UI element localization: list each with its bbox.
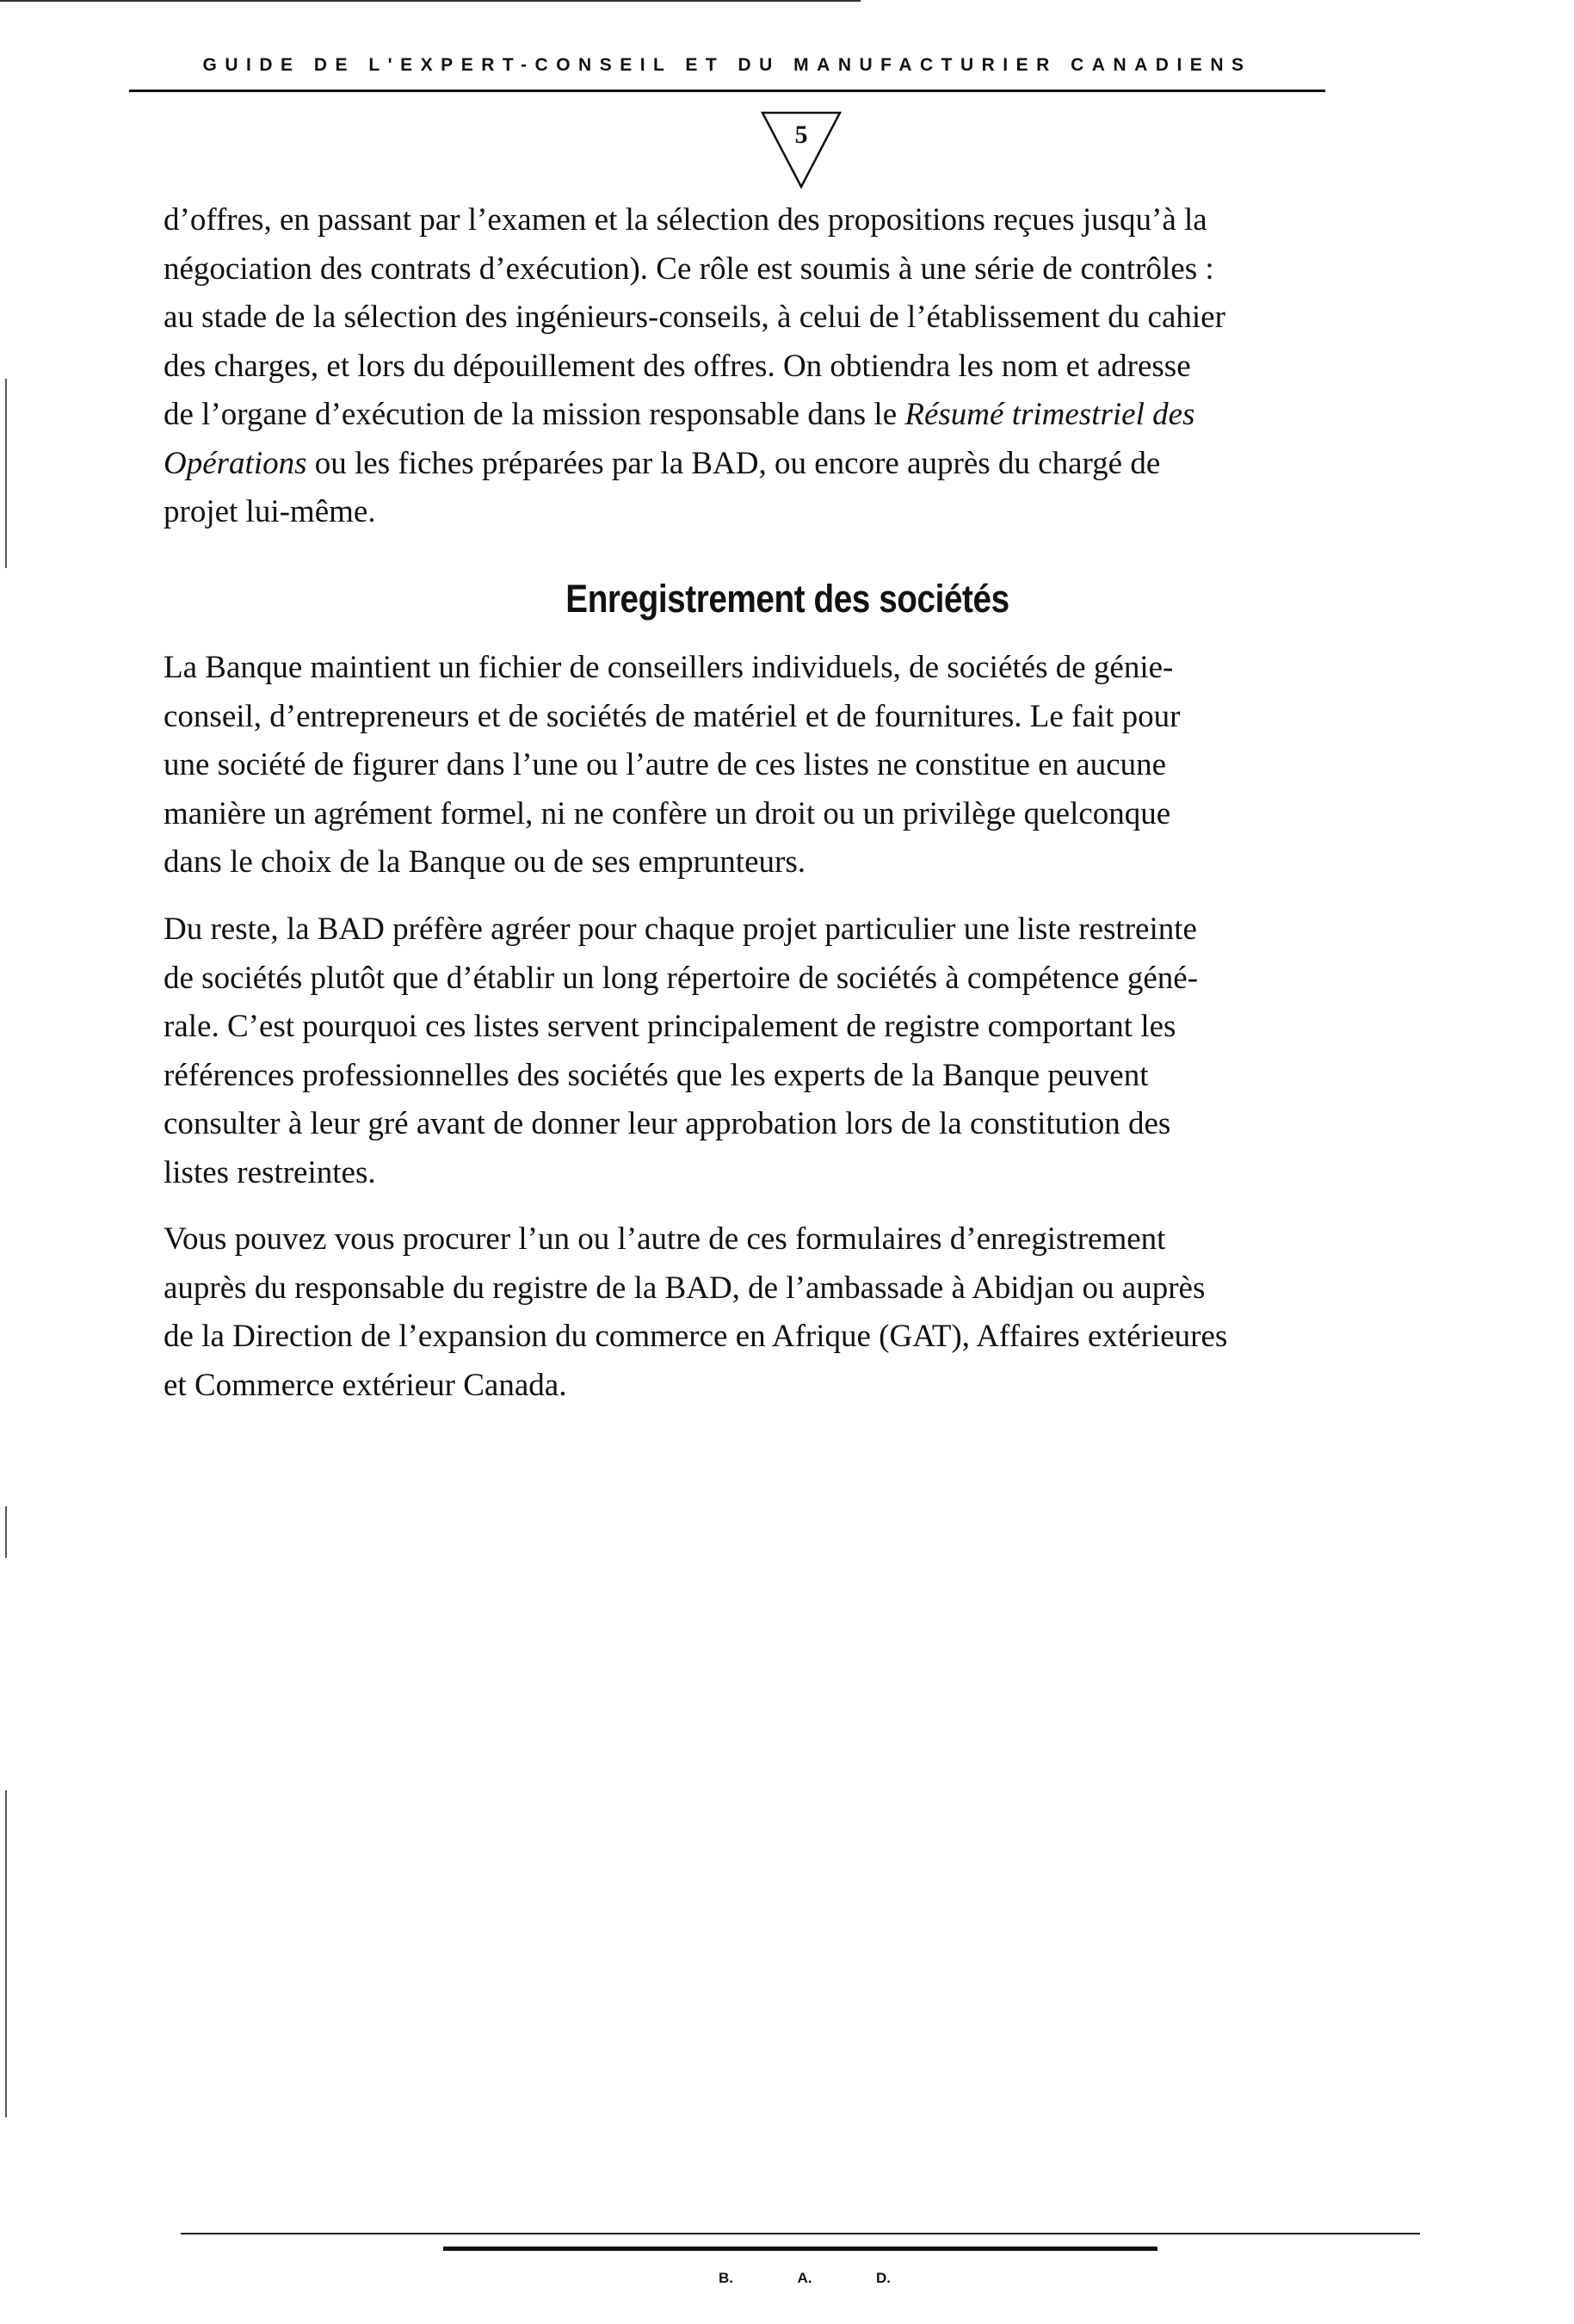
italic-title: Opérations	[164, 445, 307, 481]
top-edge-rule	[0, 0, 861, 2]
body-paragraph	[164, 644, 1411, 887]
page-number: 5	[794, 121, 808, 149]
text-line: une société de figurer dans l’une ou l’autre de ces listes ne constitue en aucune	[164, 747, 1167, 782]
text-segment: ou les fiches préparées par la BAD, ou encore auprès du chargé de	[314, 445, 1161, 481]
footer-initial: D.	[876, 2270, 891, 2286]
text-line: et Commerce extérieur Canada.	[164, 1367, 567, 1403]
text-line: manière un agrément formel, ni ne confère un droit ou un privilège quelconque	[164, 795, 1171, 831]
text-line: Du reste, la BAD préfère agréer pour chaque projet particulier une liste restreinte	[164, 912, 1197, 947]
running-header: GUIDE DE L'EXPERT-CONSEIL ET DU MANUFACTURIER CANADIENS	[202, 55, 1252, 75]
footer-rule-thick	[443, 2247, 1157, 2251]
text-line: listes restreintes.	[164, 1154, 376, 1190]
footer-initial: B.	[719, 2270, 733, 2286]
text-line	[164, 440, 1411, 489]
left-scan-edge	[5, 379, 7, 568]
text-line: Vous pouvez vous procurer l’un ou l’autre de ces formulaires d’enregistrement	[164, 1221, 1166, 1257]
italic-title: Résumé trimestriel des	[904, 397, 1195, 432]
text-line: de sociétés plutôt que d’établir un long répertoire de sociétés à compétence géné-	[164, 960, 1199, 996]
text-line	[164, 391, 1411, 440]
header-rule	[129, 90, 1325, 92]
footer-initial: A.	[797, 2270, 812, 2286]
text-line: conseil, d’entrepreneurs et de sociétés de matériel et de fournitures. Le fait pour	[164, 698, 1181, 734]
intro-paragraph	[164, 196, 1411, 537]
text-line: références professionnelles des sociétés que les experts de la Banque peuvent	[164, 1057, 1149, 1093]
text-line: rale. C’est pourquoi ces listes servent principalement de registre comportant les	[164, 1009, 1176, 1044]
page-number-marker	[760, 110, 843, 189]
text-line: des charges, et lors du dépouillement des offres. On obtiendra les nom et adresse	[164, 348, 1191, 384]
text-segment: de l’organe d’exécution de la mission responsable dans le	[164, 397, 898, 432]
body-paragraph	[164, 905, 1411, 1197]
text-line: d’offres, en passant par l’examen et la sélection des propositions reçues jusqu’à la	[164, 202, 1207, 238]
text-line: dans le choix de la Banque ou de ses emprunteurs.	[164, 844, 806, 880]
text-line: consulter à leur gré avant de donner leur approbation lors de la constitution des	[164, 1106, 1171, 1141]
text-line: au stade de la sélection des ingénieurs-conseils, à celui de l’établissement du cahier	[164, 300, 1225, 335]
section-heading: Enregistrement des sociétés	[565, 577, 1009, 621]
text-line: de la Direction de l’expansion du commerce en Afrique (GAT), Affaires extérieures	[164, 1319, 1228, 1354]
text-line: négociation des contrats d’exécution). Ce rôle est soumis à une série de contrôles :	[164, 250, 1214, 287]
footer-rule	[181, 2233, 1420, 2234]
text-line: projet lui-même.	[164, 494, 376, 529]
footer-initials	[719, 2270, 891, 2287]
text-line: La Banque maintient un fichier de conseillers individuels, de sociétés de génie-	[164, 650, 1174, 685]
text-line: auprès du responsable du registre de la BAD, de l’ambassade à Abidjan ou auprès	[164, 1270, 1206, 1306]
body-paragraph	[164, 1215, 1411, 1410]
left-scan-edge	[5, 1506, 7, 1558]
left-scan-edge	[5, 1790, 7, 2117]
